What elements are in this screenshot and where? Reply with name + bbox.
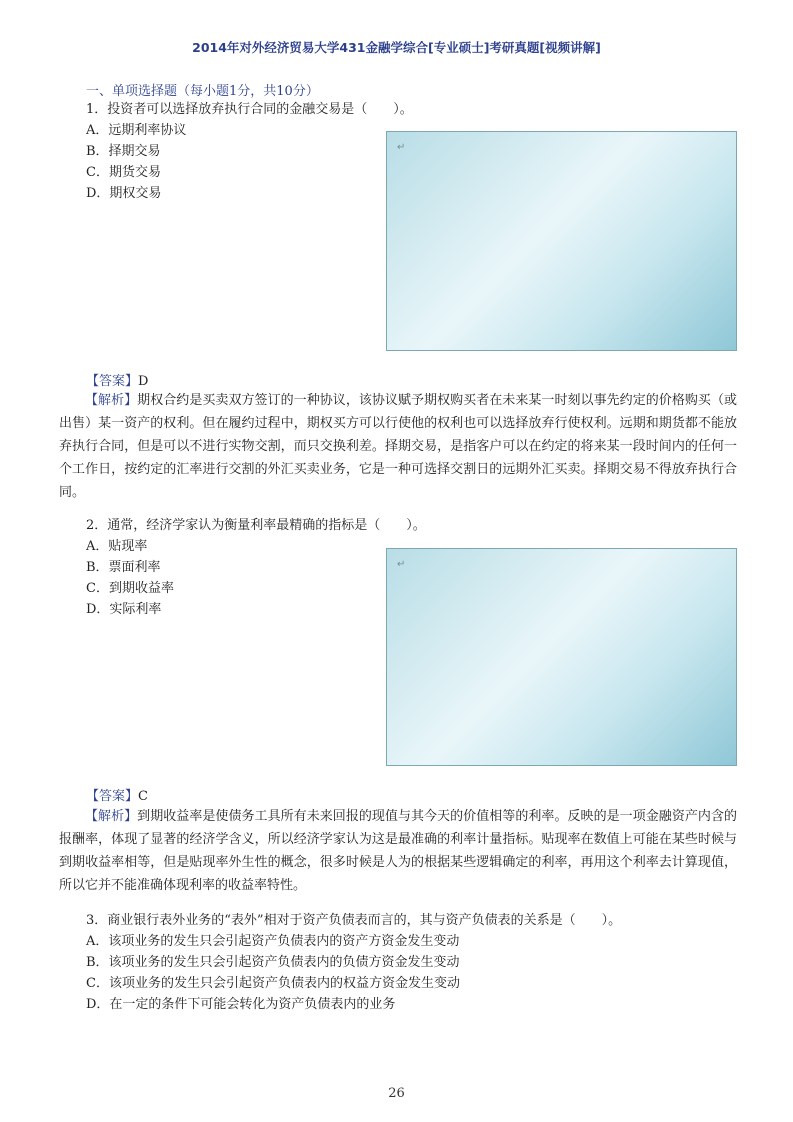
analysis-q2	[59, 805, 737, 897]
analysis-text: 到期收益率是使债务工具所有未来回报的现值与其今天的价值相等的利率。反映的是一项金融资产内含的报酬率，体现了显著的经济学含义，所以经济学家认为这是最准确的利率计量指标。贴现率在数值上可能在某些时候与到期收益率相等，但是贴现率外生性的概念，很多时候是人为的根据某些逻辑确定的利率，再用这个利率去计算现值，所以它并不能准确体现利率的收益率特性。	[59, 809, 737, 893]
answer-q2	[86, 787, 148, 807]
q1-option-c: C．期货交易	[86, 165, 161, 180]
q3-option-d: D．在一定的条件下可能会转化为资产负债表内的业务	[86, 997, 396, 1012]
answer-value: C	[138, 789, 148, 804]
q3-option-b: B．该项业务的发生只会引起资产负债表内的负债方资金发生变动	[86, 955, 460, 970]
q1-option-a: A．远期利率协议	[86, 123, 187, 138]
q2-option-c: C．到期收益率	[86, 581, 174, 596]
analysis-text: 期权合约是买卖双方签订的一种协议，该协议赋予期权购买者在未来某一时刻以事先约定的价格购买（或出售）某一资产的权利。但在履约过程中，期权买方可以行使他的权利也可以选择放弃行使权利。远期和期货都不能放弃执行合同，但是可以不进行实物交割，而只交换利差。择期交易，是指客户可以在约定的将来某一段时间内的任何一个工作日，按约定的汇率进行交割的外汇买卖业务，它是一种可选择交割日的远期外汇买卖。择期交易不得放弃执行合同。	[59, 393, 737, 500]
analysis-q1	[59, 389, 737, 504]
answer-value: D	[138, 374, 149, 389]
q3-option-a: A．该项业务的发生只会引起资产负债表内的资产方资金发生变动	[86, 934, 460, 949]
q1-option-d: D．期权交易	[86, 186, 162, 201]
q3-option-c: C．该项业务的发生只会引起资产负债表内的权益方资金发生变动	[86, 976, 460, 991]
section-title: 一、单项选择题（每小题1分，共10分）	[86, 84, 319, 99]
analysis-tag: 【解析】	[85, 393, 138, 408]
answer-tag: 【答案】	[86, 789, 139, 804]
question-3: 3．商业银行表外业务的“表外”相对于资产负债表而言的，其与资产负债表的关系是（ ）。	[86, 913, 622, 928]
question-2: 2．通常，经济学家认为衡量利率最精确的指标是（ ）。	[86, 518, 426, 533]
document-header: 2014年对外经济贸易大学431金融学综合[专业硕士]考研真题[视频讲解]	[192, 40, 601, 55]
q2-option-a: A．贴现率	[86, 539, 148, 554]
answer-tag: 【答案】	[86, 374, 139, 389]
question-1: 1．投资者可以选择放弃执行合同的金融交易是（ ）。	[86, 102, 413, 117]
analysis-tag: 【解析】	[85, 809, 138, 824]
page-number: 26	[388, 1086, 405, 1101]
q2-option-d: D．实际利率	[86, 602, 162, 617]
paragraph-mark-icon: ↵	[397, 559, 406, 570]
paragraph-mark-icon: ↵	[397, 142, 406, 153]
q2-option-b: B．票面利率	[86, 560, 161, 575]
video-player-q2[interactable]	[386, 548, 737, 766]
q1-option-b: B．择期交易	[86, 144, 161, 159]
video-player-q1[interactable]	[386, 131, 737, 351]
